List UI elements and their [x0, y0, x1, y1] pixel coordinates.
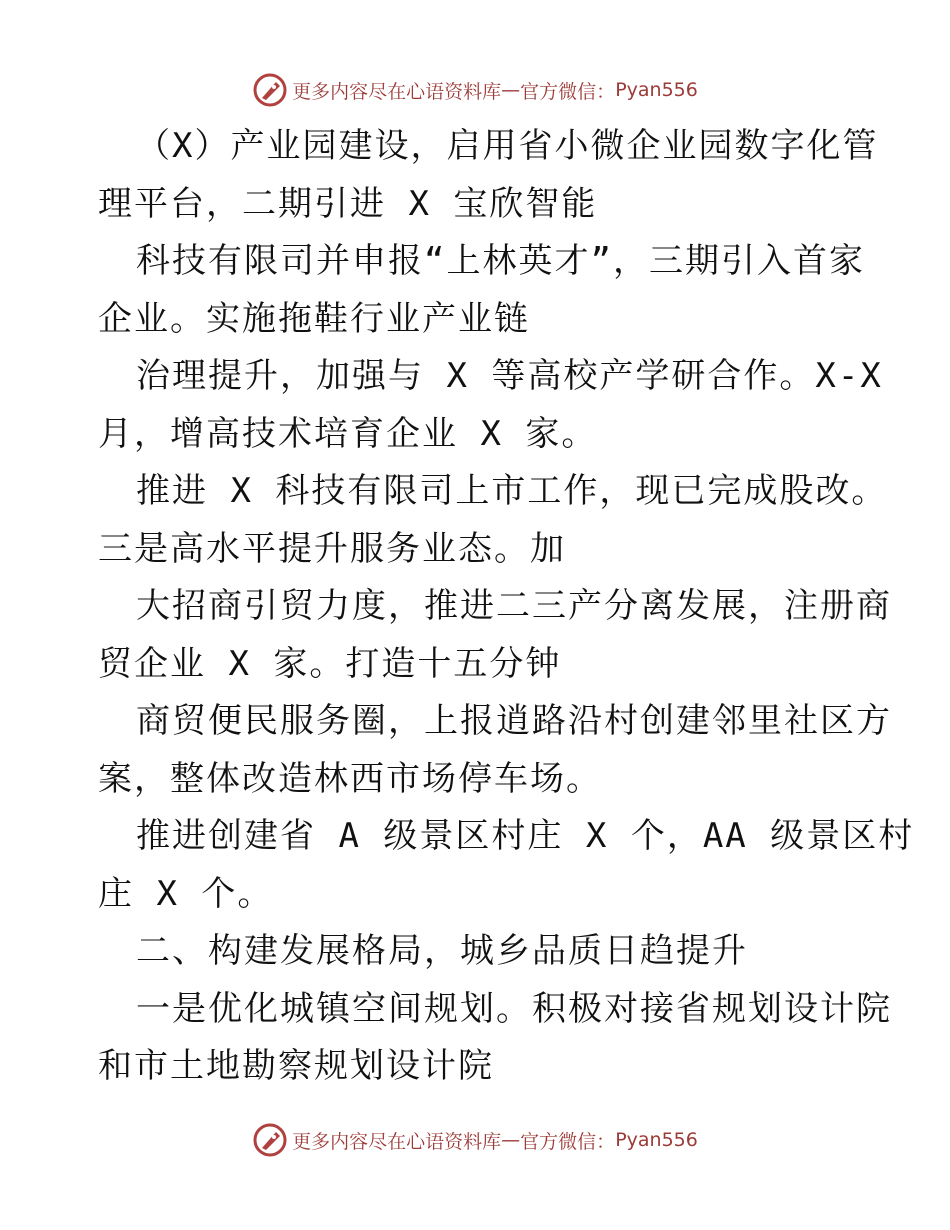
watermark-footer — [0, 1120, 950, 1160]
watermark-account: Pyan556 — [615, 79, 698, 101]
text-line: 三是高水平提升服务业态。加 — [98, 528, 566, 569]
text-line: 科技有限司并申报“上林英才”，三期引入首家 — [136, 241, 865, 281]
text-line: 月，增高技术培育企业 X 家。 — [98, 413, 598, 454]
watermark-account: Pyan556 — [615, 1129, 698, 1151]
text-line: 贸企业 X 家。打造十五分钟 — [98, 643, 562, 684]
text-line: 案，整体改造林西市场停车场。 — [98, 758, 602, 799]
watermark-separator: — — [501, 79, 521, 101]
text-line: 庄 X 个。 — [98, 873, 274, 914]
watermark-text: 更多内容尽在心语资料库 — [292, 80, 502, 103]
watermark-label: 官方微信： — [520, 1130, 616, 1153]
text-line: 推进 X 科技有限司上市工作，现已完成股改。 — [136, 471, 888, 511]
pen-nib-logo-icon — [252, 1122, 288, 1158]
text-line: 推进创建省 A 级景区村庄 X 个，AA 级景区村 — [136, 816, 915, 856]
text-line: 治理提升，加强与 X 等高校产学研合作。X-X — [136, 356, 883, 396]
text-line: 一是优化城镇空间规划。积极对接省规划设计院 — [136, 988, 892, 1029]
text-line: （X）产业园建设，启用省小微企业园数字化管 — [136, 126, 879, 166]
watermark-text: 更多内容尽在心语资料库 — [292, 1130, 502, 1153]
section-heading: 二、构建发展格局，城乡品质日趋提升 — [136, 931, 748, 971]
watermark-header — [0, 70, 950, 110]
text-line: 和市土地勘察规划设计院 — [98, 1046, 494, 1086]
text-line: 大招商引贸力度，推进二三产分离发展，注册商 — [136, 586, 892, 626]
watermark-separator: — — [501, 1129, 521, 1151]
text-line: 商贸便民服务圈，上报逍路沿村创建邻里社区方 — [136, 701, 892, 741]
watermark-label: 官方微信： — [520, 80, 616, 103]
pen-nib-logo-icon — [252, 72, 288, 108]
text-line: 理平台，二期引进 X 宝欣智能 — [98, 183, 598, 224]
text-line: 企业。实施拖鞋行业产业链 — [98, 298, 530, 339]
document-body — [98, 118, 915, 1096]
